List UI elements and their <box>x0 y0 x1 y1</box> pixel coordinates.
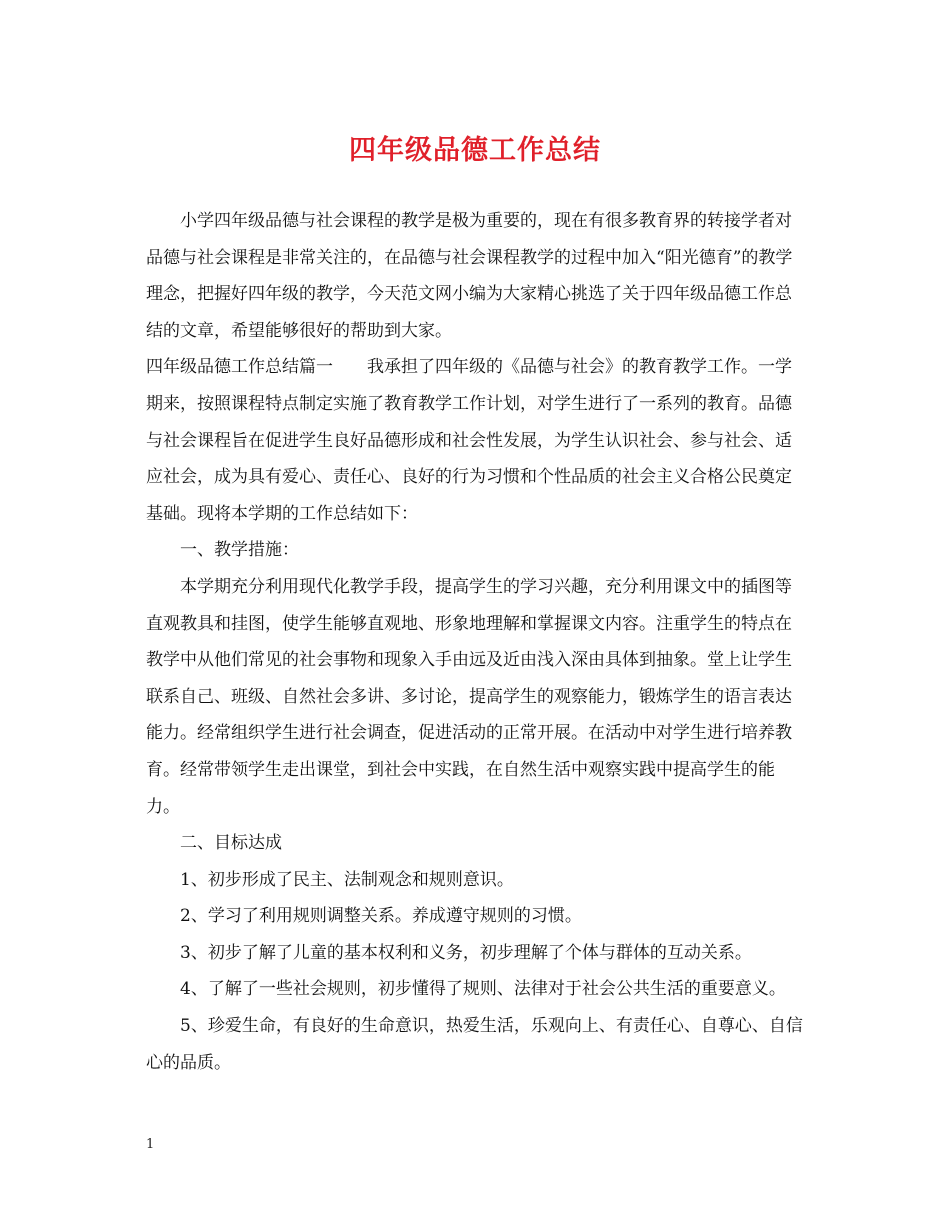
goal-item-5: 5、珍爱生命，有良好的生命意识，热爱生活，乐观向上、有责任心、自尊心、自信心的品质。 <box>146 1016 803 1073</box>
page-number: 1 <box>146 1137 155 1152</box>
document-title: 四年级品德工作总结 <box>349 135 601 166</box>
goal-item-4: 4、了解了一些社会规则，初步懂得了规则、法律对于社会公共生活的重要意义。 <box>180 979 786 1000</box>
teaching-measures-paragraph: 本学期充分利用现代化教学手段，提高学生的学习兴趣，充分利用课文中的插图等直观教具和挂图，使学生能够直观地、形象地理解和掌握课文内容。注重学生的特点在教学中从他们常见的社会事物和现象入手由远及近由浅入深由具体到抽象。堂上让学生联系自己、班级、自然社会多讲、多讨论，提高学生的观察能力，锻炼学生的语言表达能力。经常组织学生进行社会调查，促进活动的正常开展。在活动中对学生进行培养教育。经常带领学生走出课堂，到社会中实践，在自然生活中观察实践中提高学生的能力。 <box>146 576 792 817</box>
goal-item-1: 1、初步形成了民主、法制观念和规则意识。 <box>180 869 514 890</box>
heading-teaching-measures: 一、教学措施： <box>180 540 299 561</box>
document-body <box>146 203 808 1081</box>
goal-item-3: 3、初步了解了儿童的基本权利和义务，初步理解了个体与群体的互动关系。 <box>180 942 752 963</box>
heading-goal-achievement: 二、目标达成 <box>180 833 282 854</box>
intro-paragraph: 小学四年级品德与社会课程的教学是极为重要的，现在有很多教育界的转接学者对品德与社会课程是非常关注的，在品德与社会课程教学的过程中加入“阳光德育”的教学理念，把握好四年级的教学，今天范文网小编为大家精心挑选了关于四年级品德工作总结的文章，希望能够很好的帮助到大家。 <box>146 211 793 341</box>
section-one-paragraph: 四年级品德工作总结篇一 我承担了四年级的《品德与社会》的教育教学工作。一学期来，按照课程特点制定实施了教育教学工作计划，对学生进行了一系列的教育。品德与社会课程旨在促进学生良好品德形成和社会性发展，为学生认识社会、参与社会、适应社会，成为具有爱心、责任心、良好的行为习惯和个性品质的社会主义合格公民奠定基础。现将本学期的工作总结如下： <box>146 357 792 524</box>
goal-item-2: 2、学习了利用规则调整关系。养成遵守规则的习惯。 <box>180 906 582 927</box>
